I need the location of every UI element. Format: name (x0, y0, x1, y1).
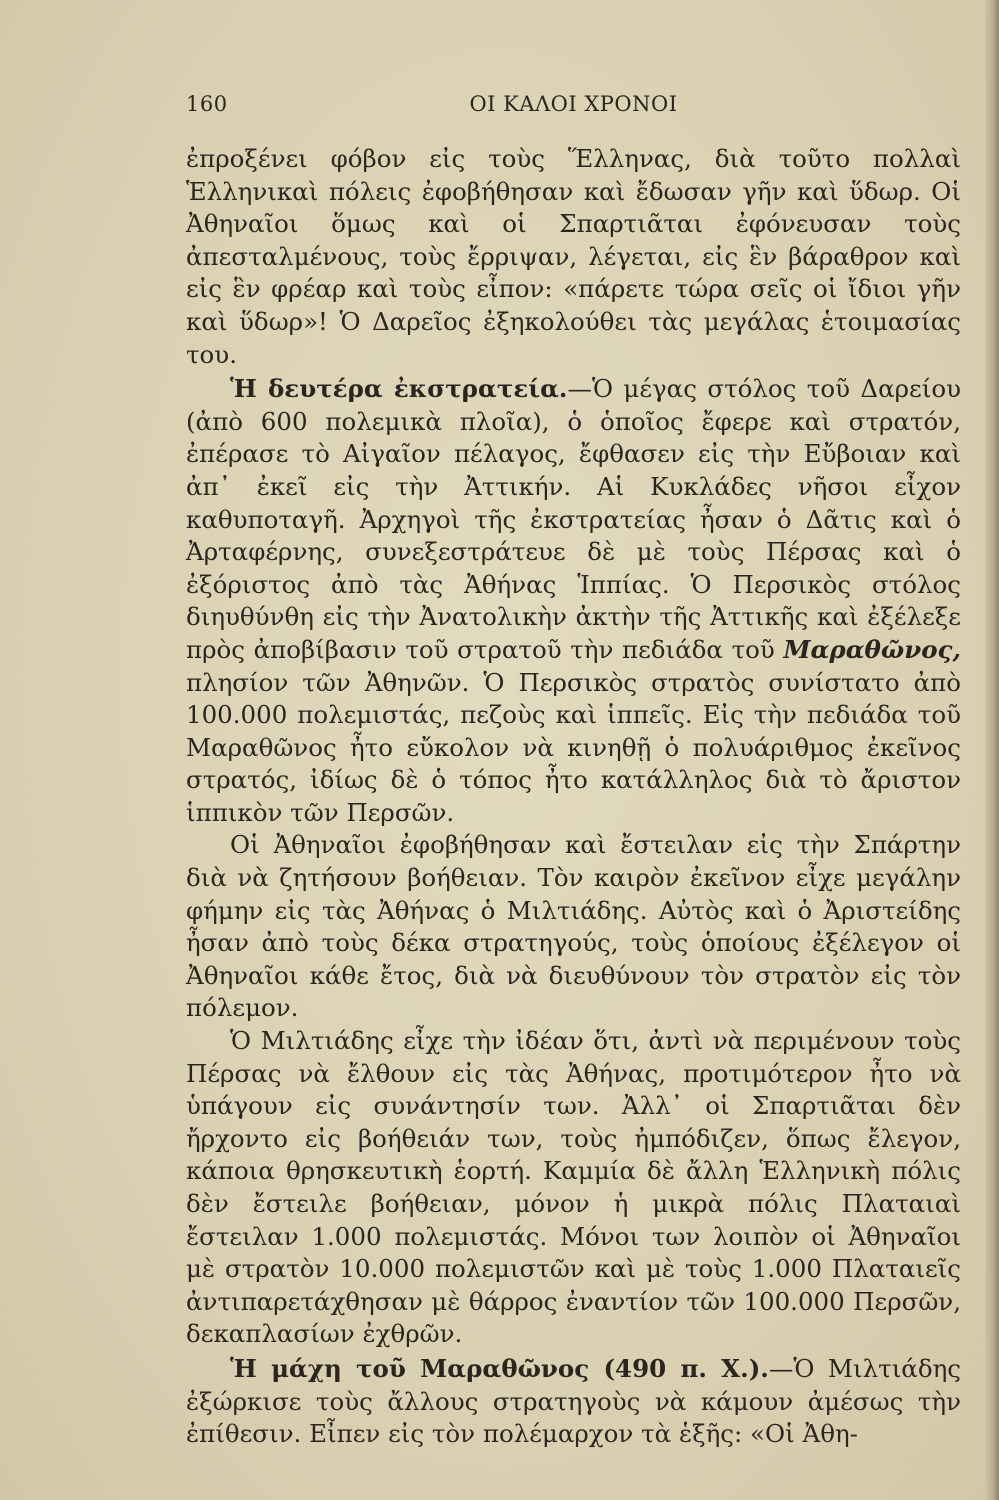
page-header (186, 92, 961, 128)
paragraph (186, 143, 961, 371)
paragraph-text: —Ὁ Μιλτιάδης ἐξώρκισε τοὺς ἄλλους στρατηγοὺς νὰ κάμουν ἀμέσως τὴν ἐπίθεσιν. Εἶπεν εἰς τὸν πολέμαρχον τὰ ἑξῆς: «Οἱ Ἀθη- (186, 1353, 961, 1449)
paragraph-text: ἐπροξένει φόβον εἰς τοὺς Ἕλληνας, διὰ τοῦτο πολλαὶ Ἑλληνικαὶ πόλεις ἐφοβήθησαν καὶ ἔδωσαν γῆν καὶ ὕδωρ. Οἱ Ἀθηναῖοι ὅμως καὶ οἱ Σπαρτιᾶται ἐφόνευσαν τοὺς ἀπεσταλμένους, τοὺς ἔρριψαν, λέγεται, εἰς ἓν βάραθρον καὶ εἰς ἓν φρέαρ καὶ τοὺς εἶπον: «πάρετε τώρα σεῖς οἱ ἴδιοι γῆν καὶ ὕδωρ»! Ὁ Δαρεῖος ἐξηκολούθει τὰς μεγάλας ἑτοιμασίας του. (186, 144, 961, 369)
paragraph (186, 1025, 961, 1351)
section-heading: Ἡ δευτέρα ἐκστρατεία. (230, 374, 568, 404)
paragraph-text: πλησίον τῶν Ἀθηνῶν. Ὁ Περσικὸς στρατὸς συνίστατο ἀπὸ 100.000 πολεμιστάς, πεζοὺς καὶ ἱππεῖς. Εἰς τὴν πεδιάδα τοῦ Μαραθῶνος ἦτο εὔκολον νὰ κινηθῇ ὁ πολυάριθμος ἐκεῖνος στρατός, ἰδίως δὲ ὁ τόπος ἦτο κατάλληλος διὰ τὸ ἄριστον ἱππικὸν τῶν Περσῶν. (186, 667, 961, 827)
page-edge-shadow (985, 0, 999, 1500)
paragraph-text: Οἱ Ἀθηναῖοι ἐφοβήθησαν καὶ ἔστειλαν εἰς τὴν Σπάρτην διὰ νὰ ζητήσουν βοήθειαν. Τὸν καιρὸν ἐκεῖνον εἶχε μεγάλην φήμην εἰς τὰς Ἀθήνας ὁ Μιλτιάδης. Αὐτὸς καὶ ὁ Ἀριστείδης ἦσαν ἀπὸ τοὺς δέκα στρατηγούς, τοὺς ὁποίους ἐξέλεγον οἱ Ἀθηναῖοι κάθε ἔτος, διὰ νὰ διευθύνουν τὸν στρατὸν εἰς τὸν πόλεμον. (186, 830, 961, 1023)
paragraph (186, 829, 961, 1025)
paragraph-text: Ὁ Μιλτιάδης εἶχε τὴν ἰδέαν ὅτι, ἀντὶ νὰ περιμένουν τοὺς Πέρσας νὰ ἔλθουν εἰς τὰς Ἀθήνας, προτιμότερον ἦτο νὰ ὑπάγουν εἰς συνάντησίν των. Ἀλλ᾽ οἱ Σπαρτιᾶται δὲν ἤρχοντο εἰς βοήθειάν των, τοὺς ἠμπόδιζεν, ὅπως ἔλεγον, κάποια θρησκευτικὴ ἑορτή. Καμμία δὲ ἄλλη Ἑλληνικὴ πόλις δὲν ἔστειλε βοήθειαν, μόνον ἡ μικρὰ πόλις Πλαταιαὶ ἔστειλαν 1.000 πολεμιστάς. Μόνοι των λοιπὸν οἱ Ἀθηναῖοι μὲ στρατὸν 10.000 πολεμιστῶν καὶ μὲ τοὺς 1.000 Πλαταιεῖς ἀντιπαρετάχθησαν μὲ θάρρος ἐναντίον τῶν 100.000 Περσῶν, δεκαπλασίων ἐχθρῶν. (186, 1026, 961, 1349)
section-heading: Ἡ μάχη τοῦ Μαραθῶνος (490 π. Χ.). (230, 1353, 769, 1383)
body-text (186, 143, 961, 1451)
paragraph (186, 1353, 961, 1451)
page-number: 160 (186, 92, 228, 116)
emphasized-place-name: Μαραθῶνος, (783, 634, 961, 664)
paragraph (186, 373, 961, 829)
paragraph-text: —Ὁ μέγας στόλος τοῦ Δαρείου (ἀπὸ 600 πολεμικὰ πλοῖα), ὁ ὁποῖος ἔφερε καὶ στρατόν, ἐπέρασε τὸ Αἰγαῖον πέλαγος, ἔφθασεν εἰς τὴν Εὔβοιαν καὶ ἀπ᾽ ἐκεῖ εἰς τὴν Ἀττικήν. Αἱ Κυκλάδες νῆσοι εἶχον καθυποταγῆ. Ἀρχηγοὶ τῆς ἐκστρατείας ἦσαν ὁ Δᾶτις καὶ ὁ Ἀρταφέρνης, συνεξεστράτευε δὲ μὲ τοὺς Πέρσας καὶ ὁ ἐξόριστος ἀπὸ τὰς Ἀθήνας Ἱππίας. Ὁ Περσικὸς στόλος διηυθύνθη εἰς τὴν Ἀνατολικὴν ἀκτὴν τῆς Ἀττικῆς καὶ ἐξέλεξε πρὸς ἀποβίβασιν τοῦ στρατοῦ τὴν πεδιάδα τοῦ (186, 374, 961, 664)
running-title: ΟΙ ΚΑΛΟΙ ΧΡΟΝΟΙ (469, 92, 678, 116)
